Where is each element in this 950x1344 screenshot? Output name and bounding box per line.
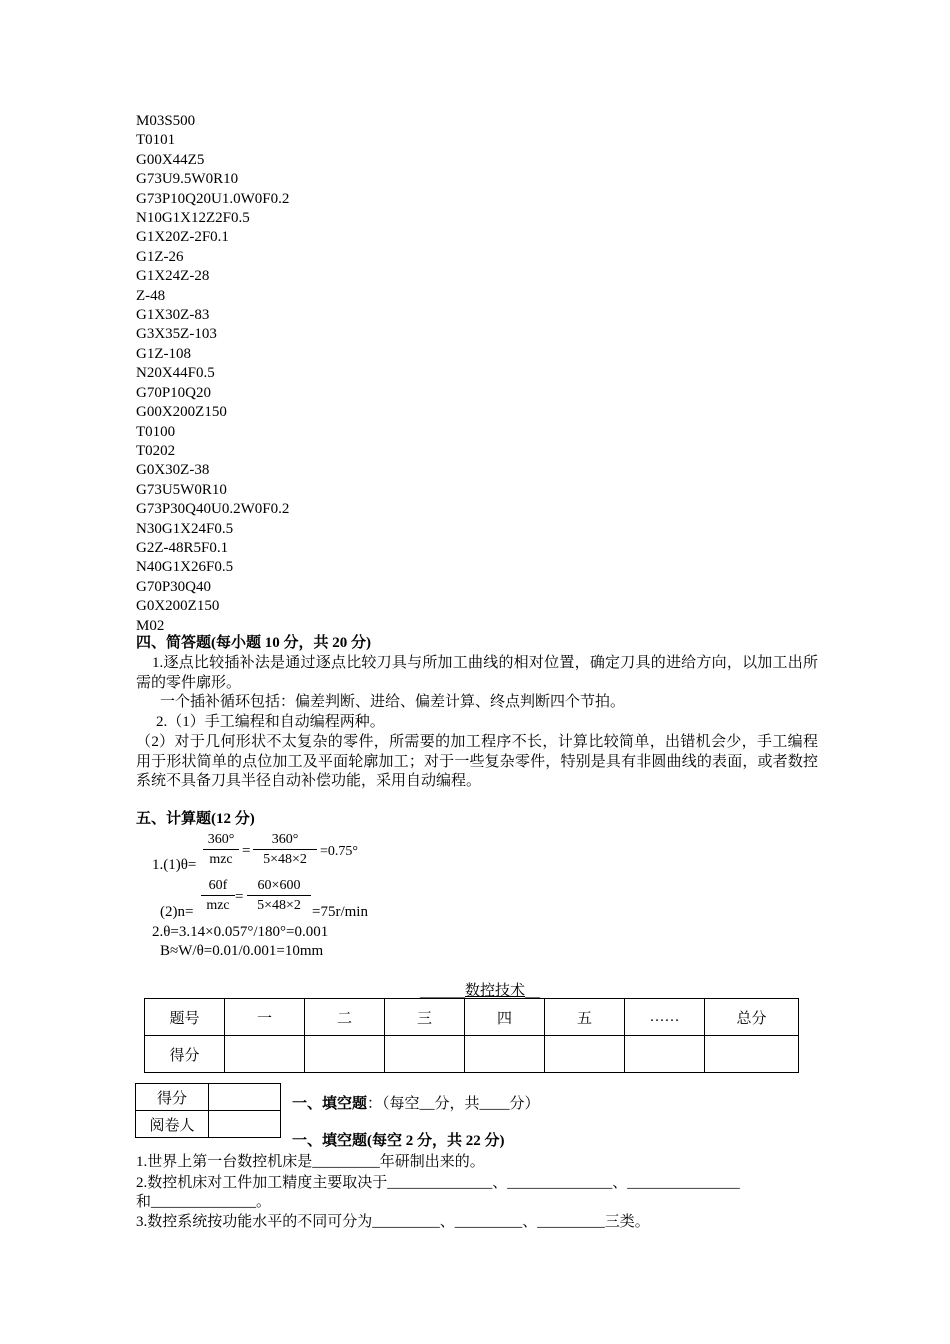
- fraction-1a-denominator: mzc: [209, 852, 233, 867]
- formula-1-label: 1.(1)θ=: [152, 857, 197, 873]
- answer-4-2-2: （2）对于几何形状不太复杂的零件，所需要的加工程序不长，计算比较简单，出错机会少，手工编程用于形状简单的点位加工及平面轮廓加工；对于一些复杂零件，特别是具有非圆曲线的表面，或者数控系统不具备刀具半径自动补偿功能，采用自动编程。: [136, 734, 818, 789]
- grader-label-reviewer: 阅卷人: [136, 1111, 209, 1138]
- program-line: G2Z-48R5F0.1: [136, 539, 229, 556]
- score-header-cell: 三: [385, 999, 465, 1036]
- program-line: N30G1X24F0.5: [136, 520, 234, 537]
- question-2-line-1: 2.数控机床对工件加工精度主要取决于______________、______________、_______________: [136, 1175, 740, 1191]
- formula-2-label: (2)n=: [160, 904, 194, 920]
- score-header-cell: 题号: [145, 999, 225, 1036]
- fraction-2a-denominator: mzc: [206, 898, 230, 913]
- question-2-line-2: 和______________。: [136, 1194, 272, 1210]
- formula-3: 2.θ=3.14×0.057°/180°=0.001: [152, 924, 329, 940]
- fraction-1b-numerator: 360°: [253, 831, 317, 850]
- formula-4: B≈W/θ=0.01/0.001=10mm: [160, 943, 324, 959]
- program-line: N40G1X26F0.5: [136, 559, 234, 576]
- score-cell[interactable]: [545, 1036, 625, 1073]
- program-line: N20X44F0.5: [136, 365, 215, 382]
- grader-row: [136, 1084, 281, 1111]
- grader-table: [135, 1083, 281, 1138]
- grader-reviewer-cell[interactable]: [209, 1111, 281, 1138]
- program-line: N10G1X12Z2F0.5: [136, 210, 250, 227]
- fill-heading-bold: 一、填空题: [292, 1094, 368, 1112]
- fraction-2a-numerator: 60f: [201, 877, 235, 896]
- program-line: G00X44Z5: [136, 151, 205, 168]
- score-cell[interactable]: [625, 1036, 705, 1073]
- question-1: 1.世界上第一台数控机床是_________年研制出来的。: [136, 1154, 485, 1170]
- score-row-label: 得分: [145, 1036, 225, 1073]
- fraction-1a: [203, 831, 239, 870]
- program-line: G0X200Z150: [136, 598, 220, 615]
- fraction-2a: [201, 877, 235, 916]
- grader-label-score: 得分: [136, 1084, 209, 1111]
- score-cell[interactable]: [225, 1036, 305, 1073]
- program-line: G70P30Q40: [136, 578, 212, 595]
- section-4-heading: 四、简答题(每小题 10 分，共 20 分): [136, 635, 371, 651]
- formula-1-result: =0.75°: [320, 844, 358, 859]
- program-line: G73U5W0R10: [136, 481, 227, 498]
- answer-4-1: 1.逐点比较插补法是通过逐点比较刀具与所加工曲线的相对位置，确定刀具的进给方向，以加工出所需的零件廓形。: [136, 655, 818, 691]
- fraction-2b-numerator: 60×600: [247, 877, 311, 896]
- program-line: T0202: [136, 442, 176, 459]
- exam-title-suffix: __: [525, 981, 541, 999]
- equals-sign: =: [242, 843, 251, 859]
- fraction-1b: [253, 831, 317, 870]
- fill-heading-rest: ：（每空__分，共____分）: [367, 1096, 540, 1112]
- fill-section-heading: [292, 1094, 540, 1114]
- nc-program-listing: [136, 112, 289, 636]
- fraction-1a-numerator: 360°: [203, 831, 239, 850]
- fraction-2b: [247, 877, 311, 916]
- score-table-header-row: [145, 999, 799, 1036]
- program-line: M03S500: [136, 113, 196, 129]
- program-line: Z-48: [136, 287, 166, 304]
- program-line: G73P10Q20U1.0W0F0.2: [136, 190, 290, 207]
- program-line: G1X30Z-83: [136, 307, 210, 324]
- exam-title-text: 数控技术: [465, 981, 526, 999]
- program-line: G1X20Z-2F0.1: [136, 229, 229, 246]
- score-table-score-row: [145, 1036, 799, 1073]
- program-line: G70P10Q20: [136, 384, 212, 401]
- score-cell[interactable]: [305, 1036, 385, 1073]
- score-header-cell: 四: [465, 999, 545, 1036]
- formula-2-result: =75r/min: [312, 904, 368, 920]
- program-line: G3X35Z-103: [136, 326, 217, 343]
- fraction-1b-denominator: 5×48×2: [263, 852, 307, 867]
- answer-4-2-1: 2.（1）手工编程和自动编程两种。: [156, 714, 385, 730]
- grader-row: [136, 1111, 281, 1138]
- program-line: G0X30Z-38: [136, 462, 210, 479]
- fill-section-subheading: 一、填空题(每空 2 分，共 22 分): [292, 1133, 505, 1149]
- equals-sign: =: [235, 889, 244, 905]
- exam-title-prefix: ______: [420, 981, 465, 999]
- score-header-cell: 一: [225, 999, 305, 1036]
- program-line: G73U9.5W0R10: [136, 171, 239, 188]
- program-line: M02: [136, 617, 165, 634]
- program-line: G1Z-26: [136, 248, 184, 265]
- fraction-2b-denominator: 5×48×2: [257, 898, 301, 913]
- program-line: T0101: [136, 132, 176, 149]
- section-5-heading: 五、计算题(12 分): [136, 811, 255, 827]
- score-cell[interactable]: [385, 1036, 465, 1073]
- score-table: [144, 998, 799, 1073]
- score-header-cell: 二: [305, 999, 385, 1036]
- score-header-cell: 五: [545, 999, 625, 1036]
- grader-score-cell[interactable]: [209, 1084, 281, 1111]
- program-line: T0100: [136, 423, 176, 440]
- score-cell[interactable]: [705, 1036, 799, 1073]
- score-header-cell: ……: [625, 999, 705, 1036]
- score-header-cell: 总分: [705, 999, 799, 1036]
- answer-4-1-cycle: 一个插补循环包括：偏差判断、进给、偏差计算、终点判断四个节拍。: [160, 694, 626, 710]
- program-line: G1Z-108: [136, 345, 191, 362]
- program-line: G1X24Z-28: [136, 268, 210, 285]
- score-cell[interactable]: [465, 1036, 545, 1073]
- program-line: G00X200Z150: [136, 404, 227, 421]
- program-line: G73P30Q40U0.2W0F0.2: [136, 501, 290, 518]
- question-3: 3.数控系统按功能水平的不同可分为_________、_________、_________三类。: [136, 1214, 650, 1230]
